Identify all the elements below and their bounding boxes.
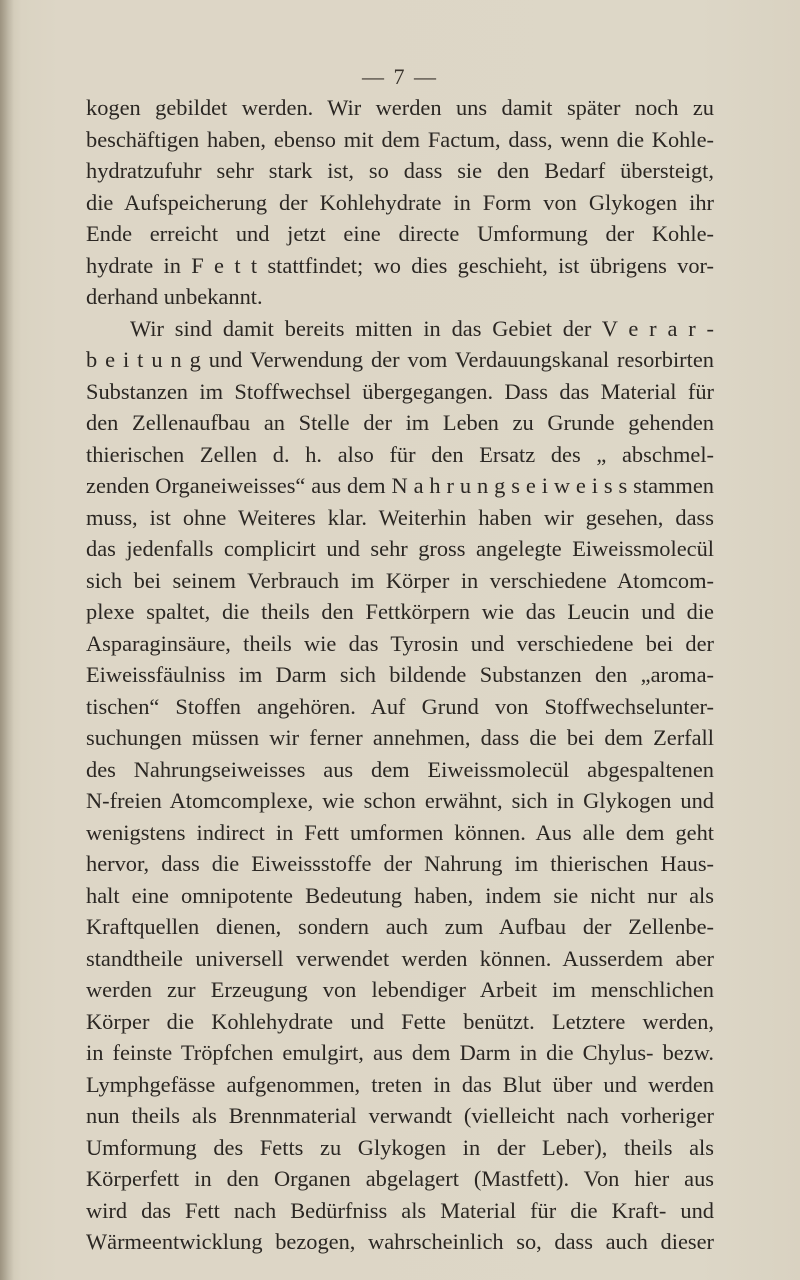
text-line: des Nahrungseiweisses aus dem Eiweissmolecül abgespaltenen: [86, 756, 714, 782]
text-line: Substanzen im Stoffwechsel übergegangen. Dass das Material für: [86, 378, 714, 404]
text-line: hervor, dass die Eiweissstoffe der Nahrung im thierischen Haus-: [86, 851, 714, 876]
text-line: Kraftquellen dienen, sondern auch zum Aufbau der Zellenbe-: [86, 914, 714, 939]
text-line: N-freien Atomcomplexe, wie schon erwähnt, sich in Glykogen und: [86, 788, 714, 813]
text-line: sich bei seinem Verbrauch im Körper in verschiedene Atomcom-: [86, 567, 714, 593]
text-line: in feinste Tröpfchen emulgirt, aus dem Darm in die Chylus- bezw.: [86, 1040, 714, 1065]
text-line: suchungen müssen wir ferner annehmen, dass die bei dem Zerfall: [86, 725, 714, 750]
text-line: die Aufspeicherung der Kohlehydrate in Form von Glykogen ihr: [86, 189, 714, 215]
text-line: den Zellenaufbau an Stelle der im Leben zu Grunde gehenden: [86, 410, 714, 435]
text-line: Wärmeentwicklung bezogen, wahrscheinlich so, dass auch dieser: [86, 1229, 714, 1254]
text-line: Körperfett in den Organen abgelagert (Mastfett). Von hier aus: [86, 1166, 714, 1191]
text-line: Ende erreicht und jetzt eine directe Umformung der Kohle-: [86, 221, 714, 246]
binding-shadow: [0, 0, 14, 1280]
paragraph-start-line: Wir sind damit bereits mitten in das Gebiet der V e r a r -: [130, 315, 714, 341]
text-line: tischen“ Stoffen angehören. Auf Grund von Stoffwechselunter-: [86, 693, 714, 719]
text-line: wenigstens indirect in Fett umformen können. Aus alle dem geht: [86, 819, 714, 845]
text-line: muss, ist ohne Weiteres klar. Weiterhin haben wir gesehen, dass: [86, 504, 714, 530]
text-line: Lymphgefässe aufgenommen, treten in das Blut über und werden: [86, 1071, 714, 1097]
text-line: Körper die Kohlehydrate und Fette benützt. Letztere werden,: [86, 1008, 714, 1034]
text-line: beschäftigen haben, ebenso mit dem Factum, dass, wenn die Kohle-: [86, 126, 714, 152]
text-line: wird das Fett nach Bedürfniss als Material für die Kraft- und: [86, 1197, 714, 1223]
text-line: Asparaginsäure, theils wie das Tyrosin und verschiedene bei der: [86, 630, 714, 656]
text-line: zenden Organeiweisses“ aus dem N a h r u n g s e i w e i s s stammen: [86, 473, 714, 498]
text-line: hydratzufuhr sehr stark ist, so dass sie den Bedarf übersteigt,: [86, 158, 714, 183]
text-line: werden zur Erzeugung von lebendiger Arbeit im menschlichen: [86, 977, 714, 1002]
body-text: [86, 92, 714, 1258]
text-line: halt eine omnipotente Bedeutung haben, indem sie nicht nur als: [86, 882, 714, 908]
page-number: — 7 —: [362, 64, 438, 89]
text-line: thierischen Zellen d. h. also für den Ersatz des „ abschmel-: [86, 441, 714, 467]
text-line: standtheile universell verwendet werden können. Ausserdem aber: [86, 945, 714, 971]
text-line: derhand unbekannt.: [86, 284, 263, 309]
text-line: Umformung des Fetts zu Glykogen in der Leber), theils als: [86, 1134, 714, 1160]
text-line: b e i t u n g und Verwendung der vom Verdauungskanal resorbirten: [86, 347, 714, 372]
text-line: Eiweissfäulniss im Darm sich bildende Substanzen den „aroma-: [86, 662, 714, 687]
text-line: das jedenfalls complicirt und sehr gross angelegte Eiweissmolecül: [86, 536, 714, 561]
text-line: nun theils als Brennmaterial verwandt (vielleicht nach vorheriger: [86, 1103, 714, 1128]
text-line: plexe spaltet, die theils den Fettkörpern wie das Leucin und die: [86, 599, 714, 624]
text-line: kogen gebildet werden. Wir werden uns damit später noch zu: [86, 95, 714, 120]
text-line: hydrate in F e t t stattfindet; wo dies geschieht, ist übrigens vor-: [86, 252, 714, 278]
